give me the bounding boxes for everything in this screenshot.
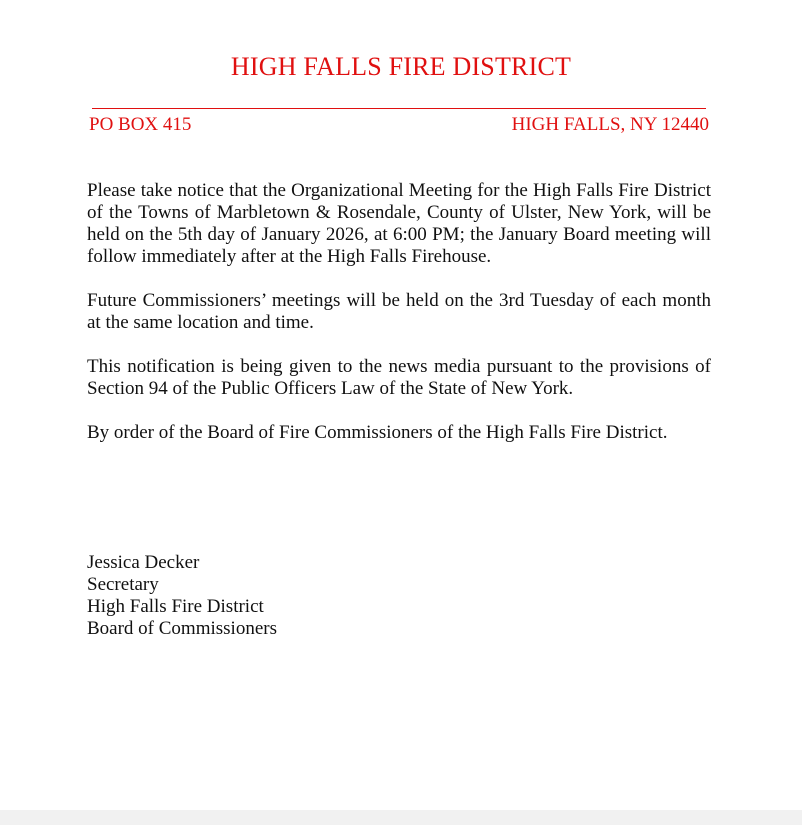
po-box-address: PO BOX 415 — [89, 114, 192, 135]
notice-paragraph-schedule: Future Commissioners’ meetings will be held on the 3rd Tuesday of each month at the same location and time. — [87, 290, 711, 333]
notice-paragraph-notification: This notification is being given to the news media pursuant to the provisions of Section 94 of the Public Officers Law of the State of New York. — [87, 356, 711, 399]
page-title: HIGH FALLS FIRE DISTRICT — [230, 52, 572, 81]
signature-name: Jessica Decker — [87, 552, 200, 573]
bottom-strip — [0, 810, 802, 825]
notice-paragraph-meeting: Please take notice that the Organizational Meeting for the High Falls Fire District of the Towns of Marbletown & Rosendale, County of Ulster, New York, will be held on the 5th day of January 2026, at 6:00 PM; the January Board meeting will follow immediately after at the High Falls Firehouse. — [87, 180, 711, 267]
header-divider — [92, 108, 706, 109]
signature-organization: High Falls Fire District — [87, 596, 264, 617]
signature-board: Board of Commissioners — [87, 618, 277, 639]
signature-role: Secretary — [87, 574, 159, 595]
city-state-zip: HIGH FALLS, NY 12440 — [511, 114, 709, 135]
notice-paragraph-order: By order of the Board of Fire Commissioners of the High Falls Fire District. — [87, 422, 668, 443]
signature-block — [87, 552, 277, 640]
notice-body — [87, 180, 711, 466]
